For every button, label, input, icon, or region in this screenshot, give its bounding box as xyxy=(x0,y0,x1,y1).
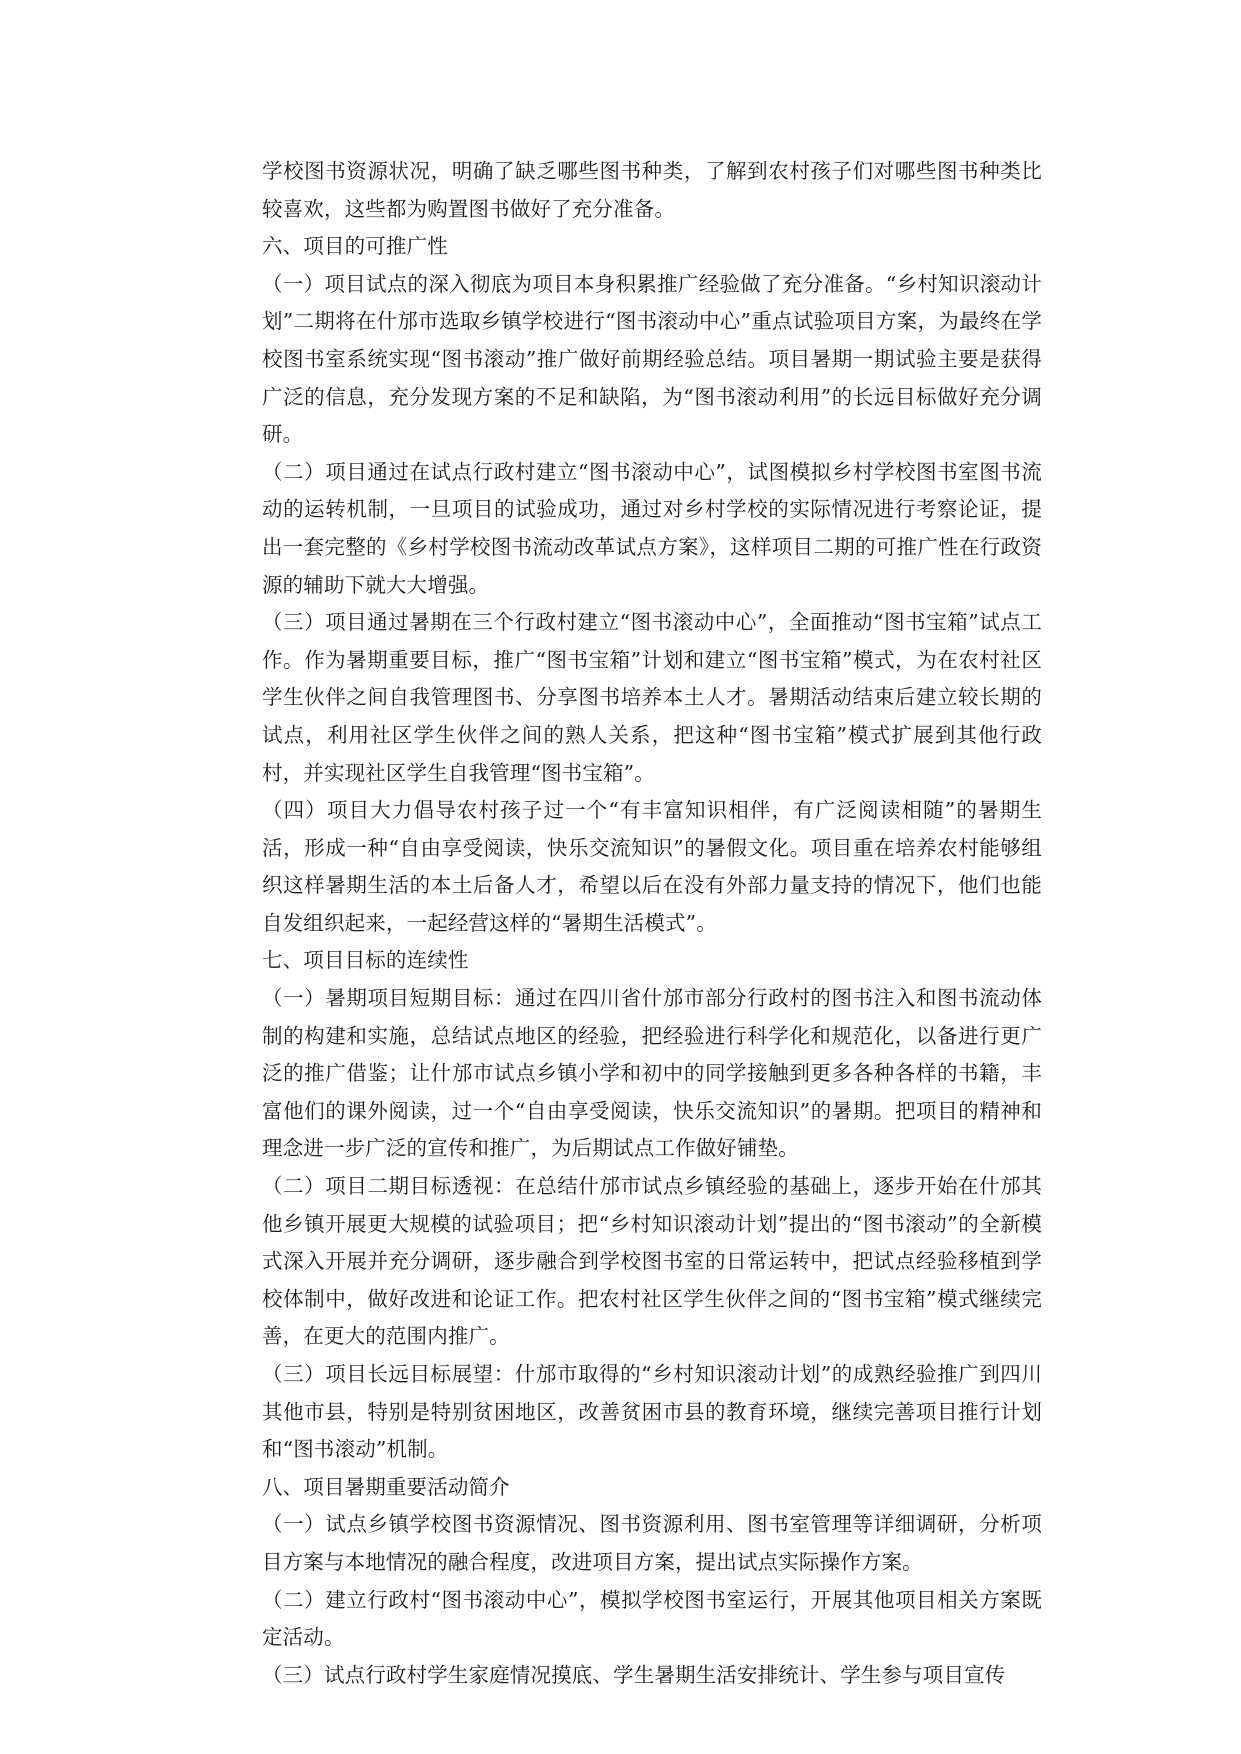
paragraph-7-1: （一）暑期项目短期目标：通过在四川省什邡市部分行政村的图书注入和图书流动体制的构建和实施，总结试点地区的经验，把经验进行科学化和规范化，以备进行更广泛的推广借鉴；让什邡市试点乡镇小学和初中的同学接触到更多各种各样的书籍，丰富他们的课外阅读，过一个“自由享受阅读，快乐交流知识”的暑期。把项目的精神和理念进一步广泛的宣传和推广，为后期试点工作做好铺垫。 xyxy=(262,986,1042,1161)
paragraph-6-3: （三）项目通过暑期在三个行政村建立“图书滚动中心”，全面推动“图书宝箱”试点工作。作为暑期重要目标，推广“图书宝箱”计划和建立“图书宝箱”模式，为在农村社区学生伙伴之间自我管理图书、分享图书培养本土人才。暑期活动结束后建立较长期的试点，利用社区学生伙伴之间的熟人关系，把这种“图书宝箱”模式扩展到其他行政村，并实现社区学生自我管理“图书宝箱”。 xyxy=(262,610,1042,785)
section-heading-7: 七、项目目标的连续性 xyxy=(262,948,469,973)
section-heading-6: 六、项目的可推广性 xyxy=(262,234,448,259)
paragraph-6-1: （一）项目试点的深入彻底为项目本身积累推广经验做了充分准备。“乡村知识滚动计划”二期将在什邡市选取乡镇学校进行“图书滚动中心”重点试验项目方案，为最终在学校图书室系统实现“图书滚动”推广做好前期经验总结。项目暑期一期试验主要是获得广泛的信息，充分发现方案的不足和缺陷，为“图书滚动利用”的长远目标做好充分调研。 xyxy=(262,271,1042,447)
paragraph-6-2: （二）项目通过在试点行政村建立“图书滚动中心”，试图模拟乡村学校图书室图书流动的运转机制，一旦项目的试验成功，通过对乡村学校的实际情况进行考察论证，提出一套完整的《乡村学校图书流动改革试点方案》，这样项目二期的可推广性在行政资源的辅助下就大大增强。 xyxy=(262,459,1042,597)
paragraph-8-3: （三）试点行政村学生家庭情况摸底、学生暑期生活安排统计、学生参与项目宣传 xyxy=(262,1662,1006,1687)
paragraph-8-1: （一）试点乡镇学校图书资源情况、图书资源利用、图书室管理等详细调研，分析项目方案与本地情况的融合程度，改进项目方案，提出试点实际操作方案。 xyxy=(262,1512,1042,1574)
document-body xyxy=(262,153,1042,1694)
section-heading-8: 八、项目暑期重要活动简介 xyxy=(262,1474,510,1499)
paragraph-7-2: （二）项目二期目标透视：在总结什邡市试点乡镇经验的基础上，逐步开始在什邡其他乡镇开展更大规模的试验项目；把“乡村知识滚动计划”提出的“图书滚动”的全新模式深入开展并充分调研，逐步融合到学校图书室的日常运转中，把试点经验移植到学校体制中，做好改进和论证工作。把农村社区学生伙伴之间的“图书宝箱”模式继续完善，在更大的范围内推广。 xyxy=(262,1174,1042,1349)
paragraph-continuation: 学校图书资源状况，明确了缺乏哪些图书种类，了解到农村孩子们对哪些图书种类比较喜欢，这些都为购置图书做好了充分准备。 xyxy=(262,159,1042,221)
paragraph-8-2: （二）建立行政村“图书滚动中心”，模拟学校图书室运行，开展其他项目相关方案既定活动。 xyxy=(262,1587,1042,1650)
paragraph-7-3: （三）项目长远目标展望：什邡市取得的“乡村知识滚动计划”的成熟经验推广到四川其他市县，特别是特别贫困地区，改善贫困市县的教育环境，继续完善项目推行计划和“图书滚动”机制。 xyxy=(262,1362,1042,1462)
paragraph-6-4: （四）项目大力倡导农村孩子过一个“有丰富知识相伴，有广泛阅读相随”的暑期生活，形成一种“自由享受阅读，快乐交流知识”的暑假文化。项目重在培养农村能够组织这样暑期生活的本土后备人才，希望以后在没有外部力量支持的情况下，他们也能自发组织起来，一起经营这样的“暑期生活模式”。 xyxy=(262,798,1042,935)
